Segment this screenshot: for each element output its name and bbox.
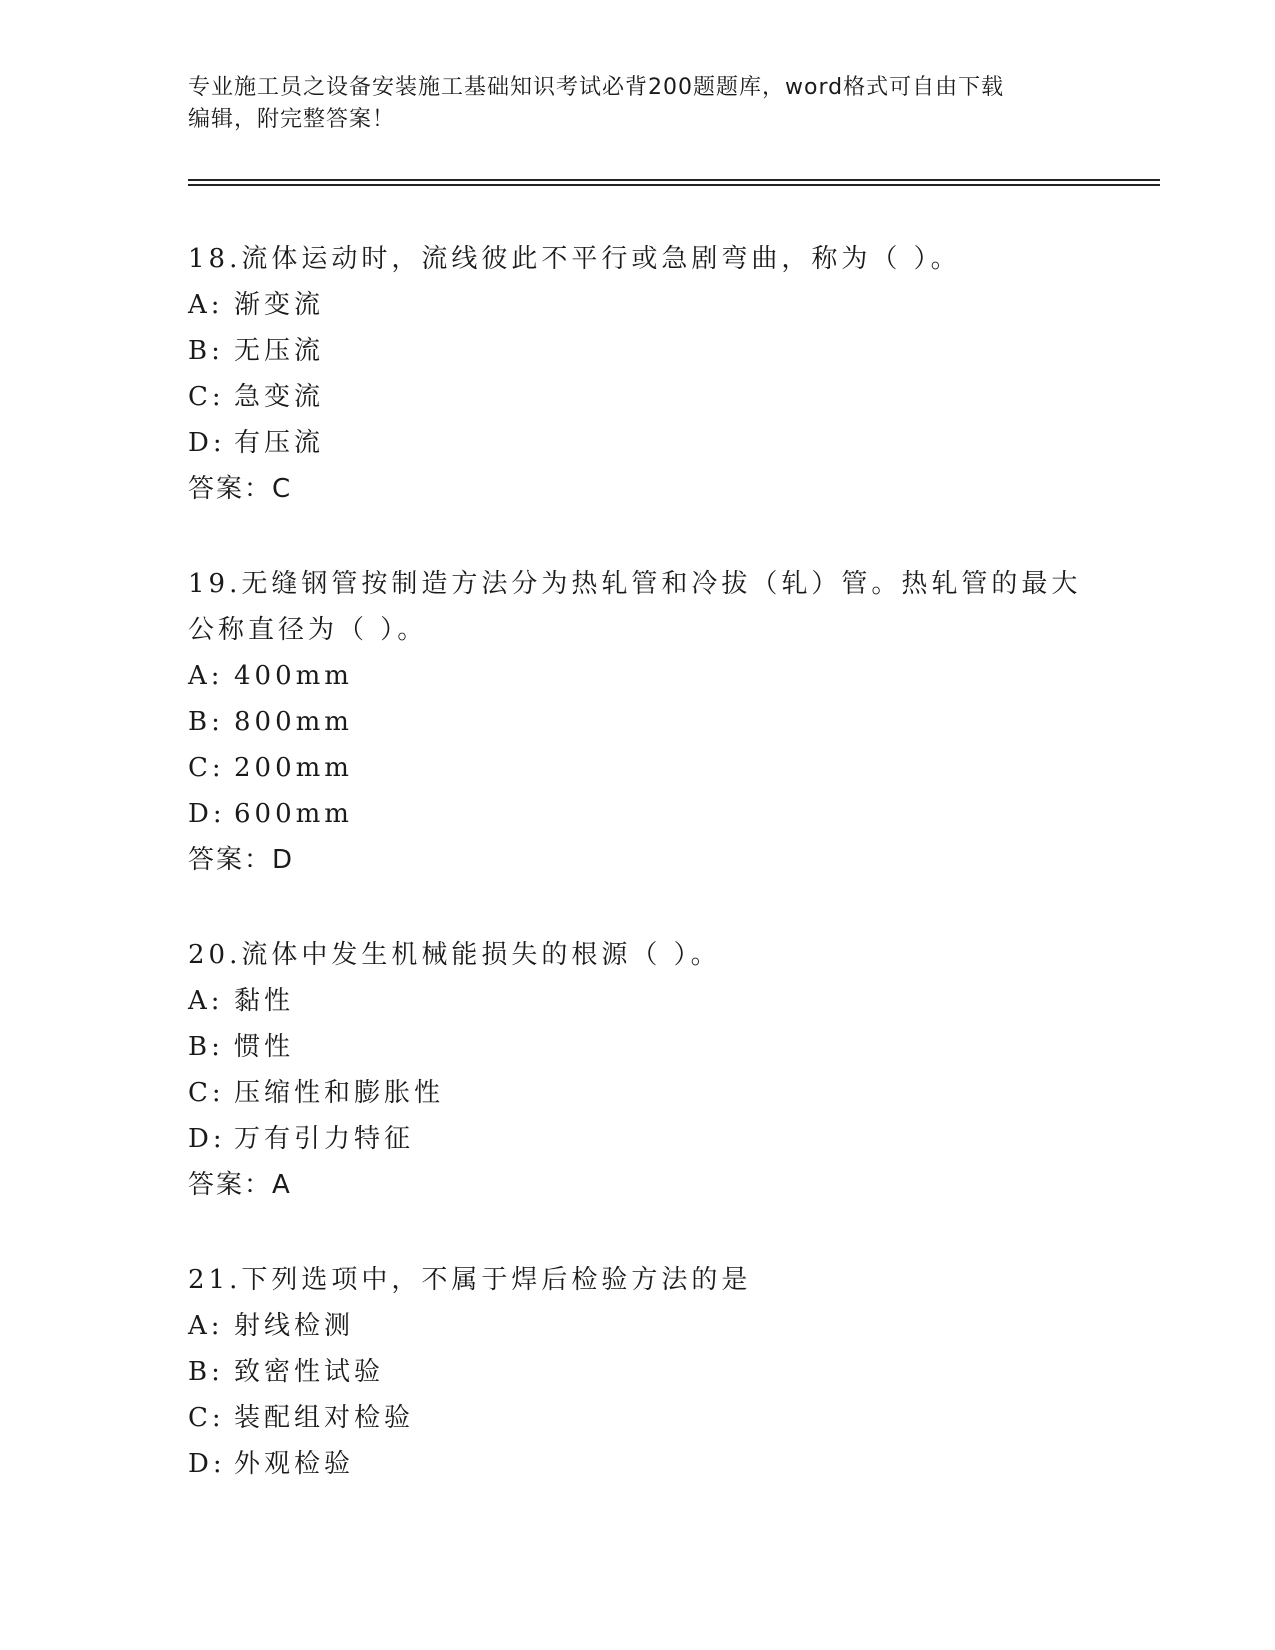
option-text: 射线检测 xyxy=(234,1311,355,1341)
question-number: 19. xyxy=(188,569,242,599)
option-letter: A: xyxy=(188,986,224,1016)
option-letter: A: xyxy=(188,290,224,320)
question-number: 20. xyxy=(188,940,242,970)
question-stem: 流体运动时，流线彼此不平行或急剧弯曲，称为（ ）。 xyxy=(241,244,961,274)
option-letter: B: xyxy=(188,336,224,366)
option-c xyxy=(188,374,1088,420)
option-letter: D: xyxy=(188,799,226,829)
answer-line: 答案：D xyxy=(188,845,295,875)
option-c xyxy=(188,1395,1088,1441)
option-letter: C: xyxy=(188,753,225,783)
option-text: 急变流 xyxy=(234,382,325,412)
question-text xyxy=(188,561,1088,653)
option-text: 装配组对检验 xyxy=(234,1403,415,1433)
option-text: 有压流 xyxy=(234,428,325,458)
option-c xyxy=(188,1070,1088,1116)
option-text: 万有引力特征 xyxy=(234,1124,415,1154)
question-stem: 流体中发生机械能损失的根源（ ）。 xyxy=(241,940,721,970)
answer-line: 答案：A xyxy=(188,1170,292,1200)
option-a xyxy=(188,1303,1088,1349)
option-text: 渐变流 xyxy=(234,290,325,320)
option-text: 200mm xyxy=(234,753,353,783)
question-number: 18. xyxy=(188,244,242,274)
option-text: 黏性 xyxy=(234,986,295,1016)
option-letter: C: xyxy=(188,1403,225,1433)
question-text xyxy=(188,932,1088,978)
option-text: 无压流 xyxy=(234,336,325,366)
option-text: 600mm xyxy=(234,799,353,829)
option-b xyxy=(188,699,1088,745)
option-letter: A: xyxy=(188,1311,224,1341)
question-list xyxy=(188,236,1088,1536)
option-letter: C: xyxy=(188,382,225,412)
question-21 xyxy=(188,1257,1088,1487)
option-letter: B: xyxy=(188,1357,224,1387)
option-text: 致密性试验 xyxy=(234,1357,385,1387)
option-text: 压缩性和膨胀性 xyxy=(234,1078,445,1108)
header-rule-bottom xyxy=(188,184,1160,186)
option-d xyxy=(188,1441,1088,1487)
question-stem: 下列选项中，不属于焊后检验方法的是 xyxy=(241,1265,752,1295)
document-header xyxy=(188,72,1088,136)
question-text xyxy=(188,236,1088,282)
header-rule-top xyxy=(188,179,1160,181)
option-d xyxy=(188,791,1088,837)
option-letter: A: xyxy=(188,661,224,691)
answer-line: 答案：C xyxy=(188,474,293,504)
option-b xyxy=(188,1024,1088,1070)
header-line-1: 专业施工员之设备安装施工基础知识考试必背200题题库，word格式可自由下载 xyxy=(188,75,1005,100)
option-a xyxy=(188,653,1088,699)
option-text: 800mm xyxy=(234,707,353,737)
option-d xyxy=(188,420,1088,466)
question-stem: 无缝钢管按制造方法分为热轧管和冷拔（轧）管。热轧管的最大公称直径为（ ）。 xyxy=(188,569,1082,645)
option-letter: D: xyxy=(188,1449,226,1479)
option-b xyxy=(188,1349,1088,1395)
option-letter: D: xyxy=(188,428,226,458)
question-19 xyxy=(188,561,1088,883)
option-b xyxy=(188,328,1088,374)
option-d xyxy=(188,1116,1088,1162)
question-20 xyxy=(188,932,1088,1208)
option-text: 外观检验 xyxy=(234,1449,355,1479)
question-text xyxy=(188,1257,1088,1303)
option-letter: B: xyxy=(188,1032,224,1062)
option-c xyxy=(188,745,1088,791)
option-text: 400mm xyxy=(234,661,353,691)
header-line-2: 编辑，附完整答案！ xyxy=(188,107,396,132)
question-number: 21. xyxy=(188,1265,242,1295)
option-text: 惯性 xyxy=(234,1032,295,1062)
option-a xyxy=(188,282,1088,328)
option-a xyxy=(188,978,1088,1024)
option-letter: C: xyxy=(188,1078,225,1108)
option-letter: B: xyxy=(188,707,224,737)
option-letter: D: xyxy=(188,1124,226,1154)
question-18 xyxy=(188,236,1088,512)
